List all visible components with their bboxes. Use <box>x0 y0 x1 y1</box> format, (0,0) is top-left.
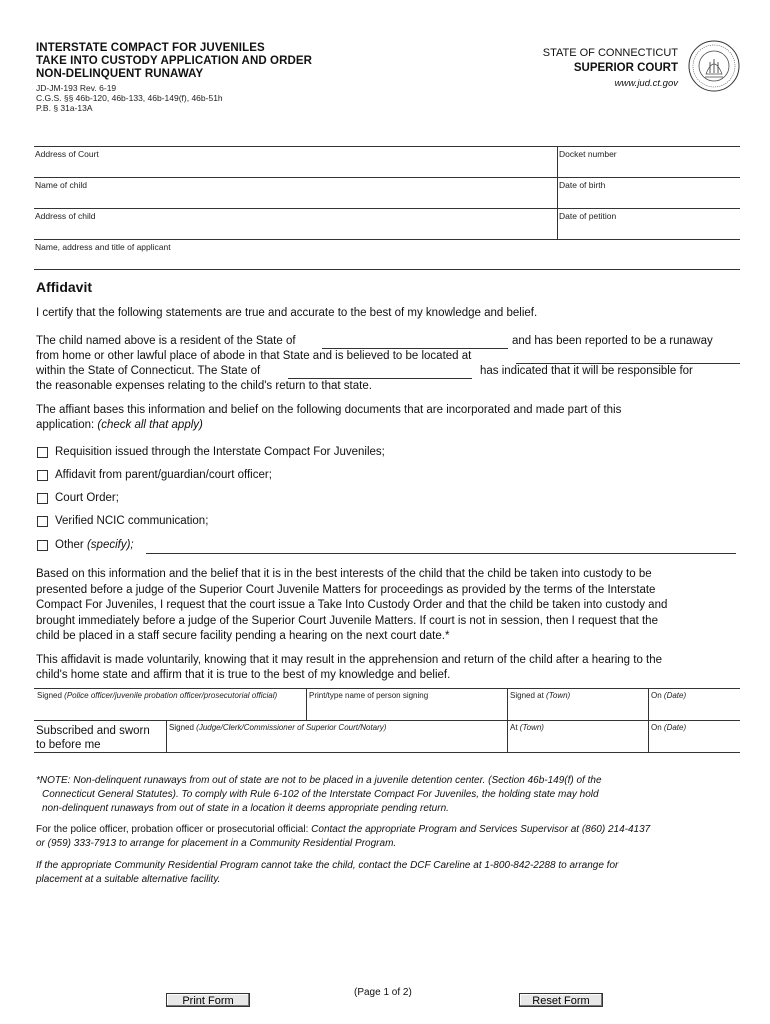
subscribed-line1: Subscribed and sworn <box>36 725 150 737</box>
p1-d: within the State of Connecticut. The State of <box>36 365 261 377</box>
signed-at-field[interactable] <box>507 688 648 720</box>
form-title-line3: NON-DELINQUENT RUNAWAY <box>36 68 204 80</box>
checkbox-other-label: Other <box>55 539 84 551</box>
signed-at-town: (Town) <box>546 691 571 700</box>
signed-officer-label: Signed <box>37 691 62 700</box>
subscribed-line2: to before me <box>36 739 101 751</box>
name-of-child-field[interactable]: Name of child <box>34 177 558 208</box>
court-name: SUPERIOR COURT <box>573 62 678 74</box>
practice-book: P.B. § 31a-13A <box>36 103 93 113</box>
p1-f: the reasonable expenses relating to the child's return to that state. <box>36 380 372 392</box>
p3-line4: brought immediately before a judge of the Superior Court Juvenile Matters. If court is not in session, then I request that the <box>36 615 658 627</box>
police-contact: Contact the appropriate Program and Services Supervisor at (860) 214-4137 <box>311 824 651 835</box>
note-line1: *NOTE: Non-delinquent runaways from out of state are not to be placed in a juvenile detention center. (Section 46b-149(f) of the <box>36 775 602 786</box>
note-line3: non-delinquent runaways from out of state in a location it deems appropriate pending return. <box>42 803 449 814</box>
p3-line1: Based on this information and the belief that it is in the best interests of the child that the child be taken into custody to be <box>36 568 652 580</box>
p3-line3: Compact For Juveniles, I request that the court issue a Take Into Custody Order and that the child be taken into custody and <box>36 599 668 611</box>
signed-notary-role: (Judge/Clerk/Commissioner of Superior Court/Notary) <box>196 723 387 732</box>
p2-line2 <box>36 418 203 434</box>
p4-line2: child's home state and affirm that it is true to the best of my knowledge and belief. <box>36 669 451 681</box>
address-of-court-field[interactable]: Address of Court <box>34 146 558 177</box>
date-of-petition-field[interactable]: Date of petition <box>558 208 740 239</box>
dcf-line1: If the appropriate Community Residential Program cannot take the child, contact the DCF Careline at 1-800-842-2288 to arrange for <box>36 860 619 871</box>
date-of-birth-field[interactable]: Date of birth <box>558 177 740 208</box>
print-form-button[interactable]: Print Form <box>166 993 250 1007</box>
checkbox-requisition[interactable] <box>37 447 48 458</box>
checkbox-affidavit-parent-label: Affidavit from parent/guardian/court officer; <box>55 469 272 481</box>
reset-form-button[interactable]: Reset Form <box>519 993 603 1007</box>
checkbox-other-label-wrap <box>55 539 134 551</box>
print-name-field[interactable]: Print/type name of person signing <box>309 691 429 700</box>
responsible-state-input[interactable] <box>288 366 472 379</box>
on-date-field-1[interactable] <box>648 688 740 720</box>
field-divider <box>557 146 558 239</box>
on-date-label-1: On <box>651 691 662 700</box>
checkbox-affidavit-parent[interactable] <box>37 470 48 481</box>
certify-statement: I certify that the following statements are true and accurate to the best of my knowledge and belief. <box>36 307 538 319</box>
p1-c: from home or other lawful place of abode in that State and is believed to be located at <box>36 350 472 362</box>
other-specify-label: (specify); <box>86 539 134 551</box>
form-title-line1: INTERSTATE COMPACT FOR JUVENILES <box>36 42 265 54</box>
p2-a: The affiant bases this information and belief on the following documents that are incorporated and made part of this <box>36 404 622 416</box>
form-title-line2: TAKE INTO CUSTODY APPLICATION AND ORDER <box>36 55 313 67</box>
on-date-field-2[interactable] <box>648 720 740 752</box>
checkbox-requisition-label: Requisition issued through the Interstate Compact For Juveniles; <box>55 446 385 458</box>
at-town: (Town) <box>519 723 544 732</box>
on-date-ital-2: (Date) <box>663 723 687 732</box>
p2-b: application: <box>36 419 95 431</box>
signed-officer-role: (Police officer/juvenile probation officer/prosecutorial official) <box>64 691 278 700</box>
at-label: At <box>510 723 518 732</box>
police-line2: or (959) 333-7913 to arrange for placement in a Community Residential Program. <box>36 838 397 849</box>
subscribed-sworn-label <box>36 724 150 752</box>
dcf-line2: placement at a suitable alternative facility. <box>36 874 221 885</box>
checkbox-court-order-label: Court Order; <box>55 492 119 504</box>
located-at-input[interactable] <box>516 351 740 364</box>
applicant-field[interactable]: Name, address and title of applicant <box>34 239 740 270</box>
p3-line5: child be placed in a staff secure facility pending a hearing on the next court date.* <box>36 630 450 642</box>
signed-notary-label: Signed <box>169 723 194 732</box>
checkbox-other[interactable] <box>37 540 48 551</box>
p1-a: The child named above is a resident of the State of <box>36 335 296 347</box>
p1-e: has indicated that it will be responsible for <box>480 365 693 377</box>
resident-state-input[interactable] <box>322 336 508 349</box>
signed-at-label: Signed at <box>510 691 544 700</box>
other-specify-input[interactable] <box>146 541 736 554</box>
docket-number-field[interactable]: Docket number <box>558 146 740 177</box>
note-line2: Connecticut General Statutes). To comply with Rule 6-102 of the Interstate Compact For Juveniles, the holding state may hold <box>42 789 599 800</box>
website: www.jud.ct.gov <box>614 78 678 89</box>
checkbox-ncic[interactable] <box>37 516 48 527</box>
affidavit-heading: Affidavit <box>36 279 92 295</box>
police-line1 <box>36 823 650 837</box>
on-date-label-2: On <box>651 723 662 732</box>
p3-line2: presented before a judge of the Superior Court Juvenile Matters for proceedings as provided by the terms of the Interstate <box>36 584 656 596</box>
signed-notary-field[interactable] <box>166 720 507 752</box>
signed-officer-field[interactable] <box>34 688 306 720</box>
address-of-child-field[interactable]: Address of child <box>34 208 558 239</box>
on-date-ital-1: (Date) <box>663 691 687 700</box>
statutes: C.G.S. §§ 46b-120, 46b-133, 46b-149(f), 46b-51h <box>36 93 223 103</box>
checkbox-court-order[interactable] <box>37 493 48 504</box>
state-seal-icon <box>688 40 740 92</box>
police-prefix: For the police officer, probation officer or prosecutorial official: <box>36 824 309 835</box>
form-id: JD-JM-193 Rev. 6-19 <box>36 83 117 93</box>
p2-c: (check all that apply) <box>97 419 203 431</box>
page-number: (Page 1 of 2) <box>354 987 412 998</box>
p4-line1: This affidavit is made voluntarily, knowing that it may result in the apprehension and return of the child after a hearing to the <box>36 654 663 666</box>
sig-bottom-border <box>34 752 740 753</box>
checkbox-ncic-label: Verified NCIC communication; <box>55 515 209 527</box>
p1-b: and has been reported to be a runaway <box>512 335 713 347</box>
state-name: STATE OF CONNECTICUT <box>542 47 678 59</box>
at-town-field[interactable] <box>507 720 648 752</box>
